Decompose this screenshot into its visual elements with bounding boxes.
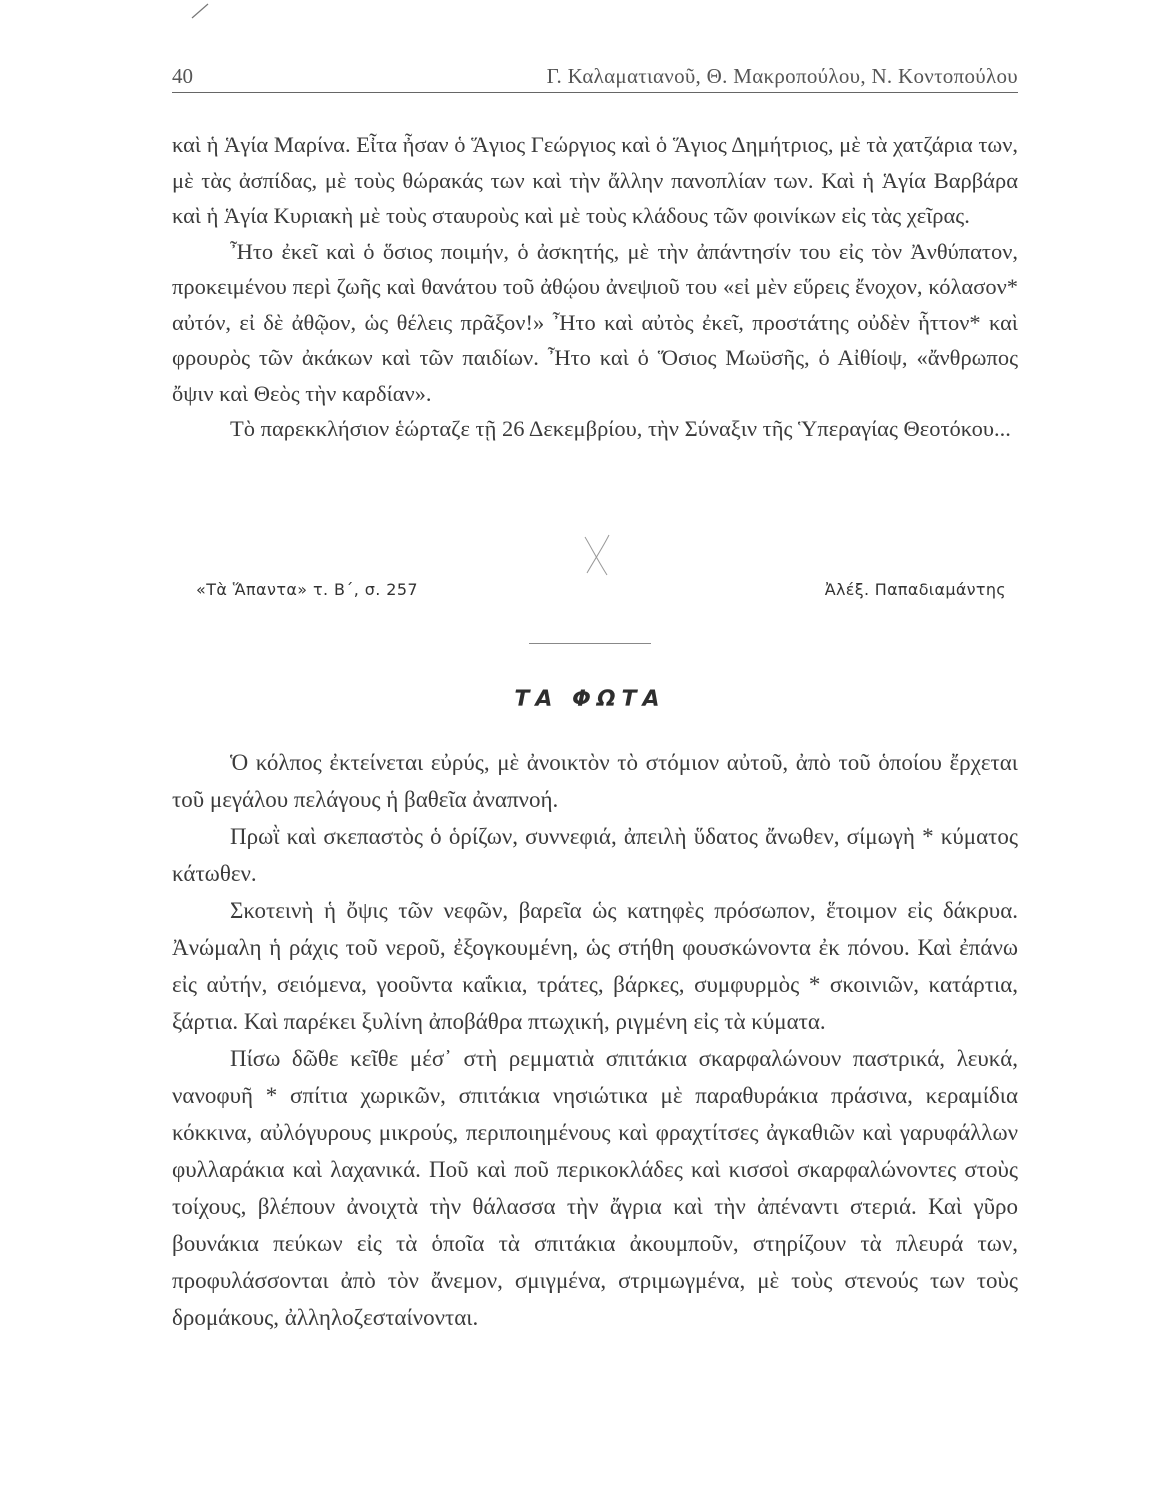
citation: [196, 580, 1006, 606]
excerpt-2-paragraph: Πίσω δῶθε κεῖθε μέσ᾽ στὴ ρεμματιὰ σπιτάκια σκαρφαλώνουν παστρικά, λευκά, νανοφυῆ * σπίτια χωρικῶν, σπιτάκια νησιώτικα μὲ παραθυράκια πράσινα, κεραμίδια κόκκινα, αὐλόγυρους μικρούς, περιποιημένους καὶ φραχτίτσες ἀγκαθιῶν καὶ γαρυφάλλων φυλλαράκια καὶ λαχανικά. Ποῦ καὶ ποῦ περικοκλάδες καὶ κισσοὶ σκαρφαλώνοντες στοὺς τοίχους, βλέπουν ἀνοιχτὰ τὴν θάλασσα τὴν ἄγρια καὶ τὴν ἀπέναντι στεριά. Καὶ γῦρο βουνάκια πεύκων εἰς τὰ ὁποῖα τὰ σπιτάκια ἀκουμποῦν, στηρίζουν τὰ πλευρά των, προφυλάσσονται ἀπὸ τὸν ἄνεμον, σμιγμένα, στριμωγμένα, μὲ τοὺς στενούς των τοὺς δρομάκους, ἀλληλοζεσταίνονται.: [172, 1046, 1018, 1330]
section-title: ΤΑ ΦΩΤΑ: [514, 687, 666, 712]
page-number: 40: [172, 64, 193, 88]
excerpt-1-paragraph: Ἦτο ἐκεῖ καὶ ὁ ὅσιος ποιμήν, ὁ ἀσκητής, μὲ τὴν ἀπάντησίν του εἰς τὸν Ἀνθύπατον, προκειμένου περὶ ζωῆς καὶ θανάτου τοῦ ἀθῴου ἀνεψιοῦ του «εἰ μὲν εὕρεις ἔνοχον, κόλασον* αὐτόν, εἰ δὲ ἀθῷον, ὡς θέλεις πρᾶξον!» Ἦτο καὶ αὐτὸς ἐκεῖ, προστάτης οὐδὲν ἧττον* καὶ φρουρὸς τῶν ἀκάκων καὶ τῶν παιδίων. Ἦτο καὶ ὁ Ὅσιος Μωϋσῆς, ὁ Αἰθίοψ, «ἄνθρωπος ὄψιν καὶ Θεὸς τὴν καρδίαν».: [172, 238, 1018, 406]
excerpt-1-paragraph: Τὸ παρεκκλήσιον ἑώρταζε τῇ 26 Δεκεμβρίου, τὴν Σύναξιν τῆς Ὑπεραγίας Θεοτόκου...: [230, 416, 1011, 441]
excerpt-1-paragraph: καὶ ἡ Ἁγία Μαρίνα. Εἶτα ἦσαν ὁ Ἅγιος Γεώργιος καὶ ὁ Ἅγιος Δημήτριος, μὲ τὰ χατζάρια των, μὲ τὰς ἀσπίδας, μὲ τοὺς θώρακάς των καὶ τὴν ἄλλην πανοπλίαν των. Καὶ ἡ Ἁγία Βαρβάρα καὶ ἡ Ἁγία Κυριακὴ μὲ τοὺς σταυροὺς καὶ μὲ τοὺς κλάδους τῶν φοινίκων εἰς τὰς χεῖρας.: [172, 132, 1018, 228]
running-title: Γ. Καλαματιανοῦ, Θ. Μακροπούλου, Ν. Κοντοπούλου: [546, 64, 1018, 88]
pencil-cross-mark: [577, 533, 617, 578]
citation-source: «Τὰ Ἅπαντα» τ. Β΄, σ. 257: [196, 580, 418, 599]
excerpt-1-text: [172, 127, 1018, 447]
excerpt-2-paragraph: Πρωῒ καὶ σκεπαστὸς ὁ ὁρίζων, συννεφιά, ἀπειλὴ ὕδατος ἄνωθεν, σίμωγὴ * κύματος κάτωθεν.: [172, 824, 1018, 886]
citation-author: Ἀλέξ. Παπαδιαμάντης: [824, 580, 1006, 599]
pencil-stroke-mark: [186, 0, 216, 20]
section-separator: [529, 643, 651, 644]
excerpt-2-text: [172, 744, 1018, 1336]
excerpt-2-paragraph: Ὁ κόλπος ἐκτείνεται εὐρύς, μὲ ἀνοικτὸν τὸ στόμιον αὐτοῦ, ἀπὸ τοῦ ὁποίου ἔρχεται τοῦ μεγάλου πελάγους ἡ βαθεῖα ἀναπνοή.: [172, 750, 1018, 812]
excerpt-2-paragraph: Σκοτεινὴ ἡ ὄψις τῶν νεφῶν, βαρεῖα ὡς κατηφὲς πρόσωπον, ἕτοιμον εἰς δάκρυα. Ἀνώμαλη ἡ ράχις τοῦ νεροῦ, ἐξογκουμένη, ὡς στήθη φουσκώνοντα ἐκ πόνου. Καὶ ἐπάνω εἰς αὐτήν, σειόμενα, γοοῦντα καΐκια, τράτες, βάρκες, συμφυρμὸς * σκοινιῶν, κατάρτια, ξάρτια. Καὶ παρέκει ξυλίνη ἀποβάθρα πτωχική, ριγμένη εἰς τὰ κύματα.: [172, 898, 1018, 1034]
page-header: [172, 58, 1018, 93]
